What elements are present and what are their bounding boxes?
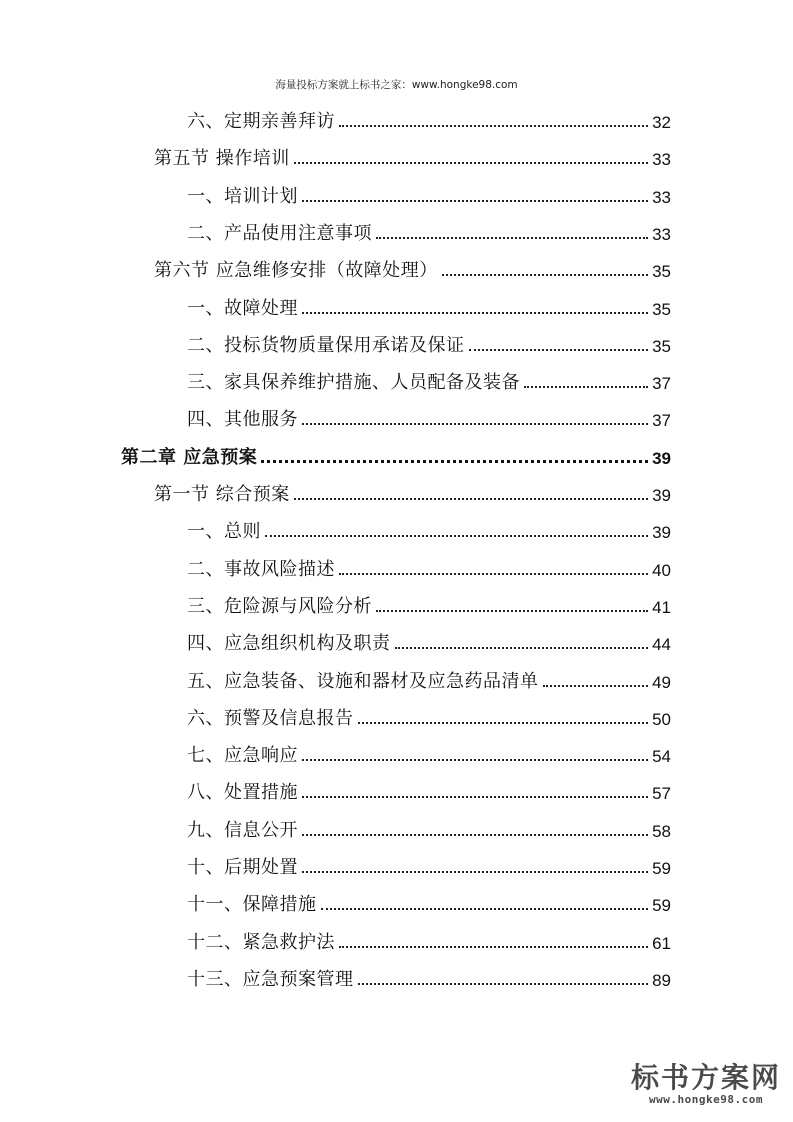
toc-entry-title: 四、应急组织机构及职责 xyxy=(187,633,391,655)
toc-leader-dots xyxy=(294,497,648,500)
toc-leader-dots xyxy=(376,609,648,612)
toc-entry-page: 57 xyxy=(652,784,671,804)
toc-leader-dots xyxy=(358,721,649,724)
toc-entry[interactable] xyxy=(187,774,671,804)
toc-leader-dots xyxy=(543,684,649,687)
toc-entry[interactable] xyxy=(187,401,671,431)
toc-entry-page: 35 xyxy=(652,336,671,356)
toc-entry[interactable] xyxy=(187,812,671,842)
toc-entry-title: 六、预警及信息报告 xyxy=(187,707,354,729)
toc-entry-page: 33 xyxy=(652,187,671,207)
toc-entry-page: 50 xyxy=(652,709,671,729)
toc-entry-title: 十三、应急预案管理 xyxy=(187,968,354,990)
toc-entry[interactable] xyxy=(154,140,671,170)
toc-entry-title: 二、事故风险描述 xyxy=(187,558,335,580)
toc-entry-page: 44 xyxy=(652,635,671,655)
toc-entry-page: 39 xyxy=(652,486,671,505)
toc-entry-title: 一、总则 xyxy=(187,521,261,543)
toc-entry-title: 九、信息公开 xyxy=(187,819,298,841)
toc-entry-page: 37 xyxy=(652,374,671,394)
toc-entry-title: 七、应急响应 xyxy=(187,745,298,767)
toc-leader-dots xyxy=(442,273,648,276)
toc-entry-page: 59 xyxy=(652,859,671,878)
toc-entry[interactable] xyxy=(187,886,671,916)
toc-leader-dots xyxy=(302,758,648,761)
toc-entry-title: 二、投标货物质量保用承诺及保证 xyxy=(187,334,465,356)
toc-leader-dots xyxy=(321,907,649,910)
toc-entry[interactable] xyxy=(187,700,671,730)
toc-entry-title: 八、处置措施 xyxy=(187,782,298,804)
toc-entry-page: 89 xyxy=(652,970,671,990)
toc-entry-title: 第五节 操作培训 xyxy=(154,148,290,170)
toc-leader-dots xyxy=(339,945,648,948)
toc-leader-dots xyxy=(265,534,648,537)
toc-entry[interactable] xyxy=(154,252,671,282)
toc-entry[interactable] xyxy=(187,290,671,320)
toc-entry-page: 35 xyxy=(652,299,671,319)
toc-entry[interactable] xyxy=(187,961,671,991)
toc-leader-dots xyxy=(376,236,648,239)
toc-entry-title: 第二章 应急预案 xyxy=(121,446,258,468)
toc-leader-dots xyxy=(395,646,649,649)
toc-entry[interactable] xyxy=(187,513,671,543)
toc-entry[interactable] xyxy=(187,551,671,581)
toc-leader-dots xyxy=(302,833,648,836)
toc-entry[interactable] xyxy=(187,849,671,879)
toc-leader-dots xyxy=(524,385,648,388)
toc-entry-page: 49 xyxy=(652,672,671,692)
toc-entry-page: 37 xyxy=(652,411,671,431)
toc-entry-page: 54 xyxy=(652,747,671,767)
toc-entry[interactable] xyxy=(187,924,671,954)
toc-leader-dots xyxy=(358,982,649,985)
toc-leader-dots xyxy=(302,311,648,314)
toc-leader-dots xyxy=(339,572,648,575)
toc-entry-page: 61 xyxy=(652,933,671,953)
logo-name: 标书方案网 xyxy=(631,1061,782,1094)
toc-entry[interactable] xyxy=(187,588,671,618)
toc-leader-dots xyxy=(302,870,648,873)
toc-leader-dots xyxy=(261,459,648,463)
toc-leader-dots xyxy=(469,348,649,351)
toc-entry-title: 三、危险源与风险分析 xyxy=(187,595,372,617)
toc-entry[interactable] xyxy=(187,103,671,133)
toc-entry-title: 十、后期处置 xyxy=(187,857,298,878)
toc-entry[interactable] xyxy=(187,215,671,245)
toc-entry-title: 五、应急装备、设施和器材及应急药品清单 xyxy=(187,670,539,692)
toc-entry[interactable] xyxy=(154,476,671,506)
toc-entry-title: 六、定期亲善拜访 xyxy=(187,111,335,132)
toc-entry-title: 十二、紧急救护法 xyxy=(187,931,335,953)
logo-url: www.hongke98.com xyxy=(649,1093,763,1106)
toc-entry-page: 39 xyxy=(652,448,671,468)
toc-leader-dots xyxy=(302,795,648,798)
toc-entry-page: 33 xyxy=(652,150,671,170)
toc-entry-title: 三、家具保养维护措施、人员配备及装备 xyxy=(187,372,520,394)
toc-entry-page: 39 xyxy=(652,523,671,543)
toc-leader-dots xyxy=(339,124,648,127)
toc-entry-page: 41 xyxy=(652,597,671,617)
toc-entry[interactable] xyxy=(187,178,671,208)
toc-entry-title: 第六节 应急维修安排（故障处理） xyxy=(154,260,438,282)
site-logo xyxy=(631,1063,781,1106)
toc-entry[interactable] xyxy=(187,625,671,655)
toc-entry-page: 33 xyxy=(652,224,671,244)
toc-leader-dots xyxy=(294,161,648,164)
toc-entry-title: 十一、保障措施 xyxy=(187,894,317,916)
toc-entry-page: 58 xyxy=(652,821,671,841)
toc-entry-page: 35 xyxy=(652,262,671,282)
toc-entry[interactable] xyxy=(187,737,671,767)
toc-entry-title: 一、培训计划 xyxy=(187,185,298,207)
toc-leader-dots xyxy=(302,422,648,425)
toc-entry[interactable] xyxy=(121,439,671,469)
page-header: 海量投标方案就上标书之家：www.hongke98.com xyxy=(275,79,518,91)
toc-entry-title: 四、其他服务 xyxy=(187,409,298,431)
toc-entry-title: 一、故障处理 xyxy=(187,297,298,319)
toc-leader-dots xyxy=(302,199,648,202)
toc-entry-title: 二、产品使用注意事项 xyxy=(187,222,372,244)
toc-entry-page: 59 xyxy=(652,896,671,916)
toc-entry-page: 40 xyxy=(652,560,671,580)
toc-entry[interactable] xyxy=(187,663,671,693)
toc-entry[interactable] xyxy=(187,327,671,357)
toc-entry-page: 32 xyxy=(652,113,671,132)
toc-entry-title: 第一节 综合预案 xyxy=(154,484,290,505)
toc-entry[interactable] xyxy=(187,364,671,394)
